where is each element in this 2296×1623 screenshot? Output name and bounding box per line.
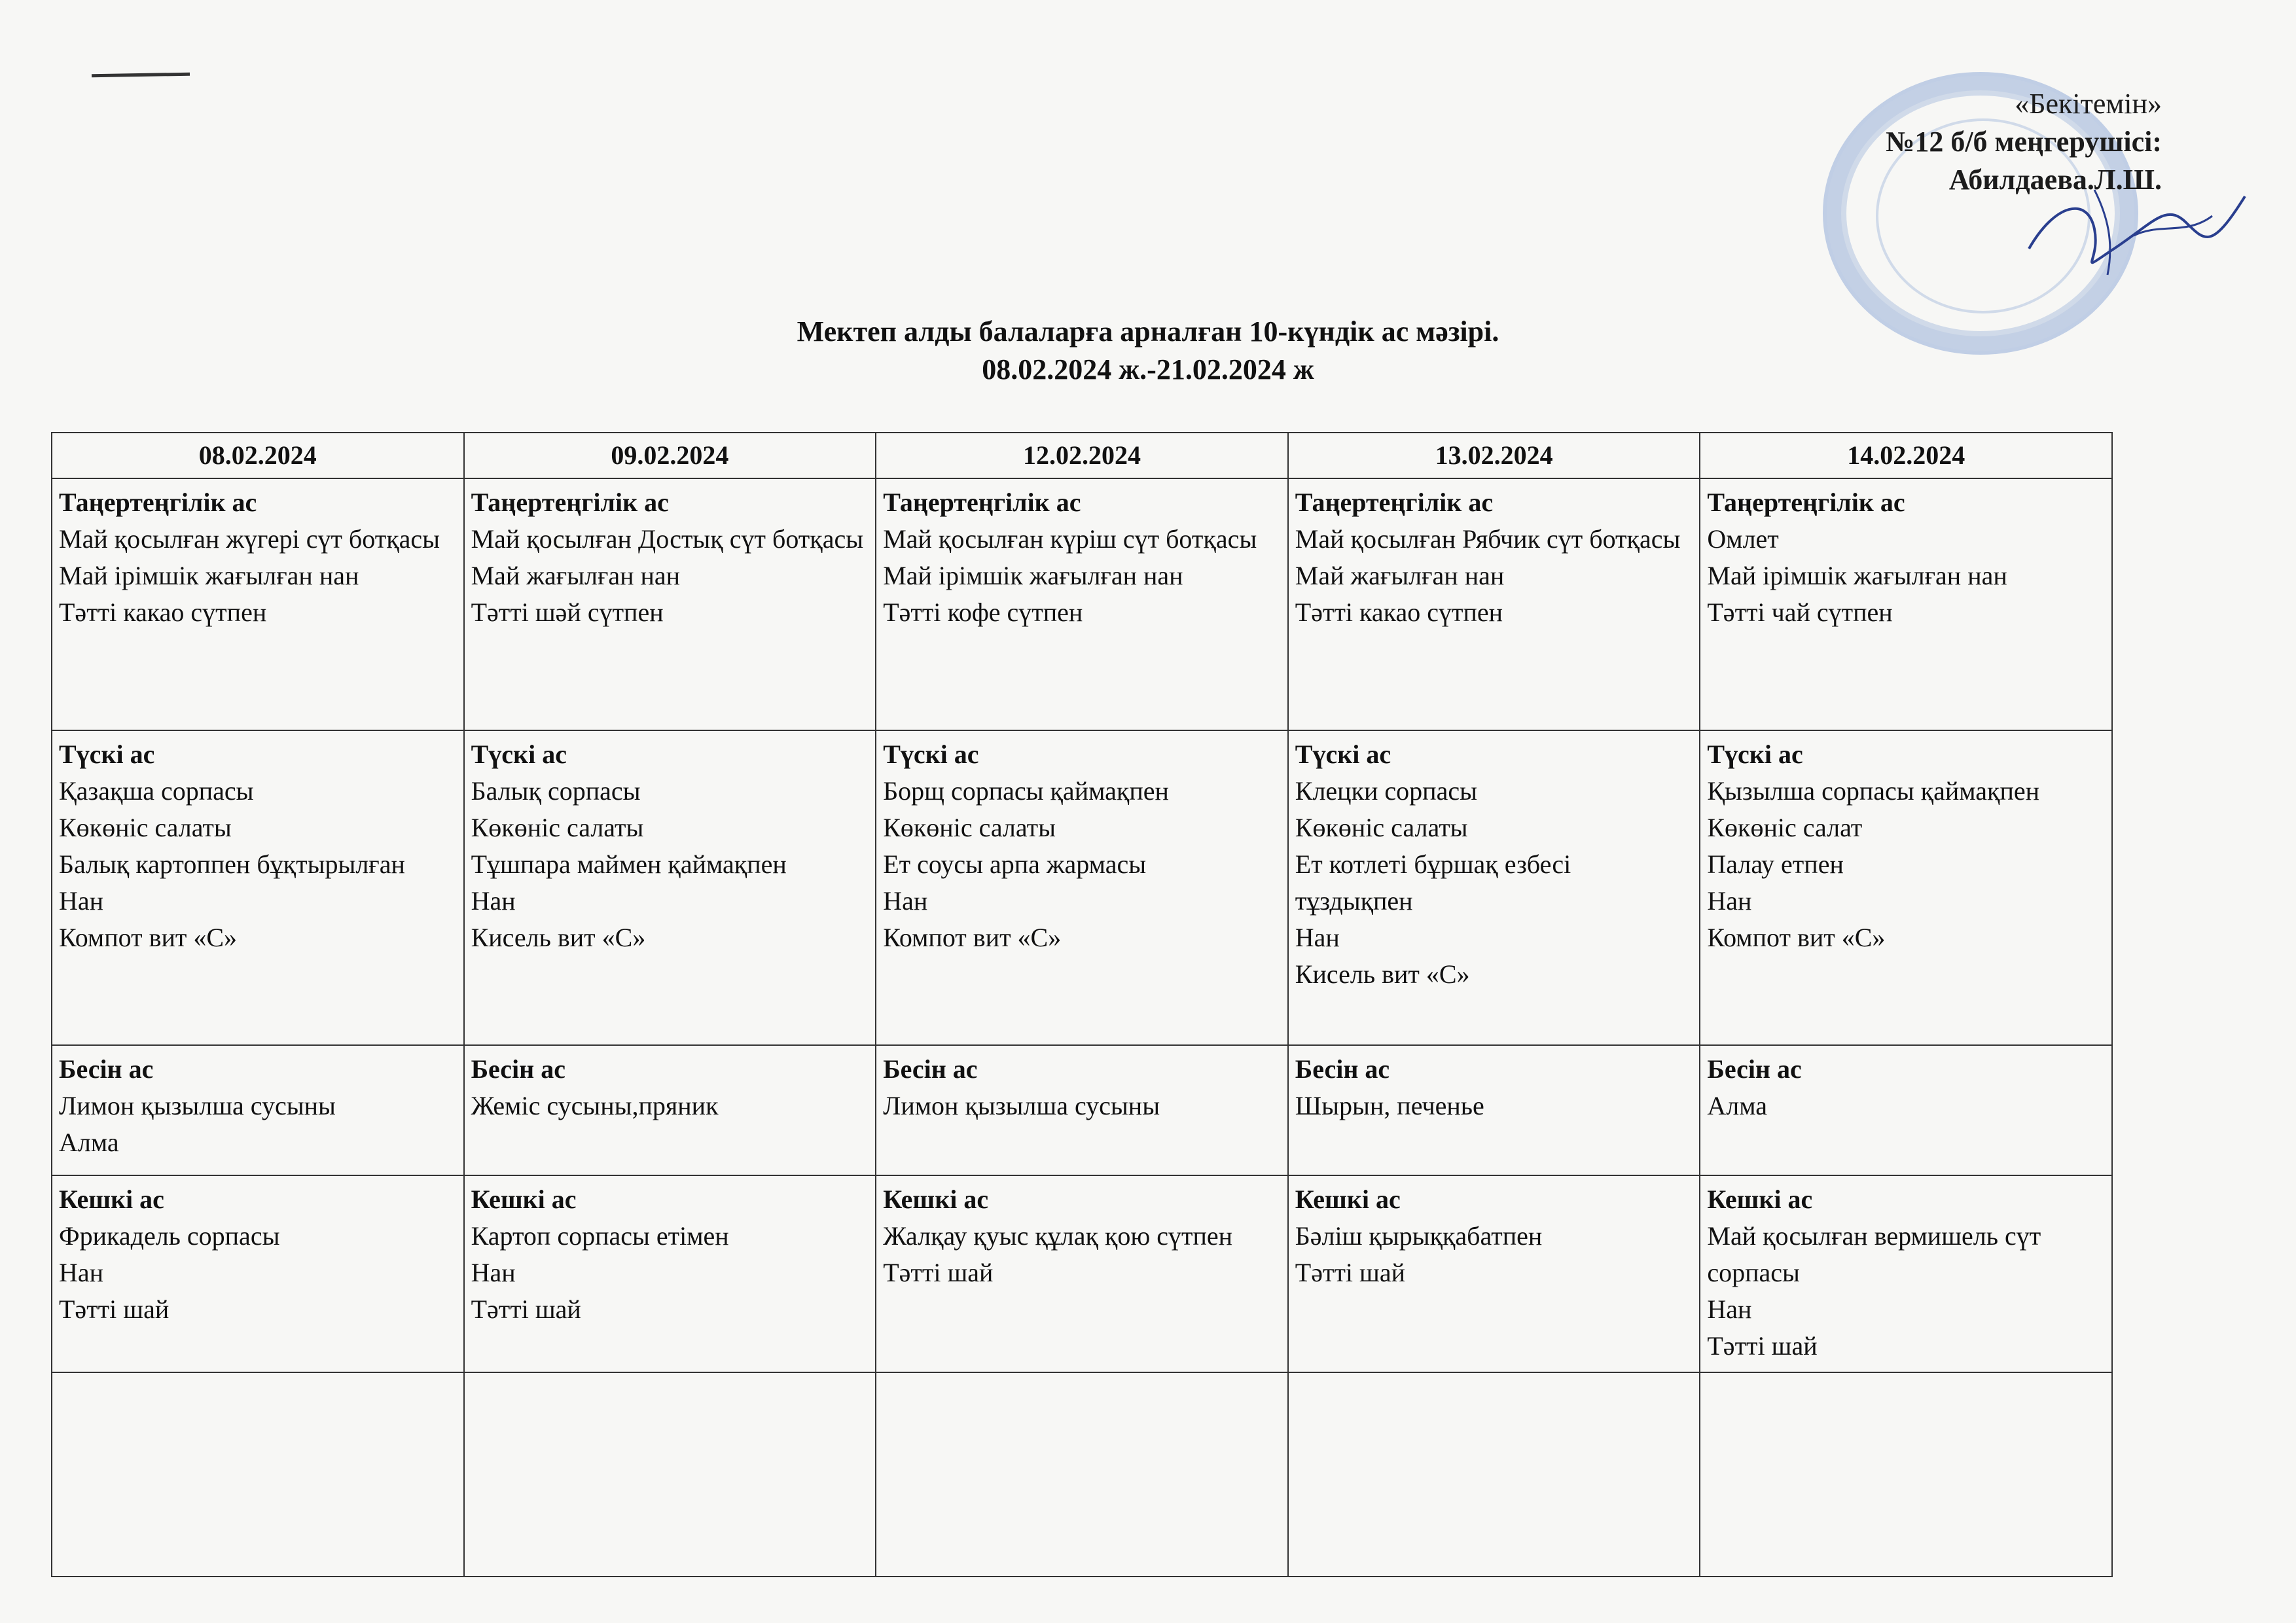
dish: Қазақша сорпасы [59, 776, 254, 806]
empty-cell [52, 1372, 464, 1577]
dish: Балық сорпасы [471, 776, 641, 806]
dinner-row [52, 1175, 2112, 1373]
snack-row [52, 1045, 2112, 1175]
meal-title: Түскі ас [1295, 739, 1391, 769]
document-title [0, 313, 2296, 389]
dish: Алма [59, 1128, 119, 1158]
dish: Нан [1707, 885, 1752, 916]
menu-cell [876, 1175, 1288, 1373]
dish: Тәтті кофе сүтпен [883, 597, 1083, 627]
menu-cell [52, 730, 464, 1046]
empty-cell [1700, 1372, 2112, 1577]
menu-table [51, 432, 2113, 1577]
dish: Омлет [1707, 524, 1779, 554]
dish: Алма [1707, 1091, 1768, 1121]
dish: Тәтті шай [1707, 1330, 1818, 1361]
meal-title: Түскі ас [1707, 739, 1803, 769]
dish: Тәтті чай сүтпен [1707, 597, 1893, 627]
dish: Нан [471, 1257, 516, 1287]
dish: Көкөніс салаты [59, 812, 232, 842]
dish: Картоп сорпасы етімен [471, 1221, 729, 1251]
dish: Компот вит «С» [1707, 922, 1886, 952]
approval-line-3: Абилдаева.Л.Ш. [1948, 164, 2162, 196]
meal-title: Бесін ас [883, 1054, 978, 1084]
approval-line-1: «Бекітемін» [2015, 88, 2162, 120]
meal-title: Түскі ас [471, 739, 567, 769]
signature-icon [2016, 177, 2251, 281]
meal-title: Таңертеңгілік ас [1295, 488, 1494, 517]
dish: Май қосылған жүгері сүт ботқасы [59, 524, 440, 554]
menu-cell [876, 1045, 1288, 1175]
menu-cell [52, 1175, 464, 1373]
dish: Клецки сорпасы [1295, 776, 1477, 806]
dish: Тәтті какао сүтпен [59, 597, 267, 627]
meal-title: Түскі ас [59, 739, 155, 769]
menu-cell [1288, 1045, 1700, 1175]
meal-title: Таңертеңгілік ас [59, 488, 257, 517]
dish: Май қосылған күріш сүт ботқасы [883, 524, 1257, 554]
menu-cell [1700, 730, 2112, 1046]
dish: Балық картоппен бұқтырылған [59, 849, 405, 879]
date-header: 09.02.2024 [464, 433, 876, 478]
meal-title: Таңертеңгілік ас [471, 488, 669, 517]
menu-cell [464, 1045, 876, 1175]
dish: Тұшпара маймен қаймақпен [471, 849, 787, 879]
menu-cell [1288, 478, 1700, 730]
menu-cell [464, 730, 876, 1046]
menu-cell [464, 478, 876, 730]
dish: Май қосылған Рябчик сүт ботқасы [1295, 524, 1681, 554]
menu-cell [52, 478, 464, 730]
dish: Нан [59, 885, 104, 916]
breakfast-row [52, 478, 2112, 730]
meal-title: Кешкі ас [1295, 1184, 1401, 1214]
dish: Нан [59, 1257, 104, 1287]
meal-title: Бесін ас [1295, 1054, 1390, 1084]
meal-title: Түскі ас [883, 739, 979, 769]
dish: Компот вит «С» [883, 922, 1062, 952]
empty-cell [464, 1372, 876, 1577]
dish: Нан [1295, 922, 1340, 952]
dish: Борщ сорпасы қаймақпен [883, 776, 1169, 806]
dish: Май ірімшік жағылған нан [1707, 561, 2007, 590]
meal-title: Кешкі ас [1707, 1184, 1813, 1214]
menu-cell [876, 730, 1288, 1046]
dish: Нан [471, 885, 516, 916]
dish: Май ірімшік жағылған нан [59, 561, 359, 590]
menu-cell [52, 1045, 464, 1175]
dish: Май ірімшік жағылған нан [883, 561, 1183, 590]
dish: Лимон қызылша сусыны [883, 1091, 1160, 1121]
meal-title: Таңертеңгілік ас [1707, 488, 1905, 517]
dish: Ет соусы арпа жармасы [883, 849, 1147, 879]
meal-title: Кешкі ас [883, 1184, 989, 1214]
dish: Тәтті шай [59, 1294, 170, 1324]
dish: Қызылша сорпасы қаймақпен [1707, 776, 2040, 806]
dish: Бәліш қырыққабатпен [1295, 1221, 1543, 1251]
dish: Палау етпен [1707, 849, 1844, 879]
empty-cell [876, 1372, 1288, 1577]
empty-row [52, 1372, 2112, 1577]
dish: Кисель вит «С» [471, 922, 646, 952]
dish: Көкөніс салаты [471, 812, 644, 842]
dish: Тәтті шай [883, 1257, 994, 1287]
dish: Шырын, печенье [1295, 1091, 1484, 1121]
dish: Жалқау қуыс құлақ қою сүтпен [883, 1221, 1233, 1251]
corner-mark [92, 73, 190, 78]
date-header: 14.02.2024 [1700, 433, 2112, 478]
date-header-row [52, 433, 2112, 478]
dish: Май жағылған нан [1295, 561, 1505, 590]
menu-cell [1700, 1045, 2112, 1175]
dish: Тәтті шәй сүтпен [471, 597, 664, 627]
title-line-2: 08.02.2024 ж.-21.02.2024 ж [982, 353, 1314, 385]
meal-title: Бесін ас [471, 1054, 565, 1084]
lunch-row [52, 730, 2112, 1046]
dish: Лимон қызылша сусыны [59, 1091, 336, 1121]
title-line-1: Мектеп алды балаларға арналған 10-күндік ас мәзірі. [797, 315, 1499, 348]
dish: Май қосылған Достық сүт ботқасы [471, 524, 864, 554]
approval-line-2: №12 б/б меңгерушісі: [1886, 126, 2162, 158]
menu-cell [876, 478, 1288, 730]
dish: Көкөніс салаты [1295, 812, 1468, 842]
dish: Май қосылған вермишель сүт сорпасы [1707, 1221, 2041, 1287]
meal-title: Бесін ас [59, 1054, 154, 1084]
dish: Нан [883, 885, 928, 916]
dish: Кисель вит «С» [1295, 959, 1470, 989]
dish: Көкөніс салат [1707, 812, 1863, 842]
dish: Компот вит «С» [59, 922, 238, 952]
dish: Тәтті шай [1295, 1257, 1406, 1287]
dish: Жеміс сусыны,пряник [471, 1091, 719, 1121]
date-header: 12.02.2024 [876, 433, 1288, 478]
dish: Нан [1707, 1294, 1752, 1324]
menu-cell [1288, 730, 1700, 1046]
date-header: 08.02.2024 [52, 433, 464, 478]
dish: Көкөніс салаты [883, 812, 1056, 842]
dish: Тәтті какао сүтпен [1295, 597, 1503, 627]
dish: Ет котлеті бұршақ езбесі тұздықпен [1295, 849, 1571, 916]
meal-title: Таңертеңгілік ас [883, 488, 1081, 517]
meal-title: Кешкі ас [471, 1184, 577, 1214]
menu-cell [1700, 478, 2112, 730]
dish: Тәтті шай [471, 1294, 581, 1324]
dish: Май жағылған нан [471, 561, 681, 590]
meal-title: Кешкі ас [59, 1184, 164, 1214]
menu-cell [464, 1175, 876, 1373]
meal-title: Бесін ас [1707, 1054, 1802, 1084]
menu-cell [1700, 1175, 2112, 1373]
menu-cell [1288, 1175, 1700, 1373]
dish: Фрикадель сорпасы [59, 1221, 280, 1251]
date-header: 13.02.2024 [1288, 433, 1700, 478]
empty-cell [1288, 1372, 1700, 1577]
